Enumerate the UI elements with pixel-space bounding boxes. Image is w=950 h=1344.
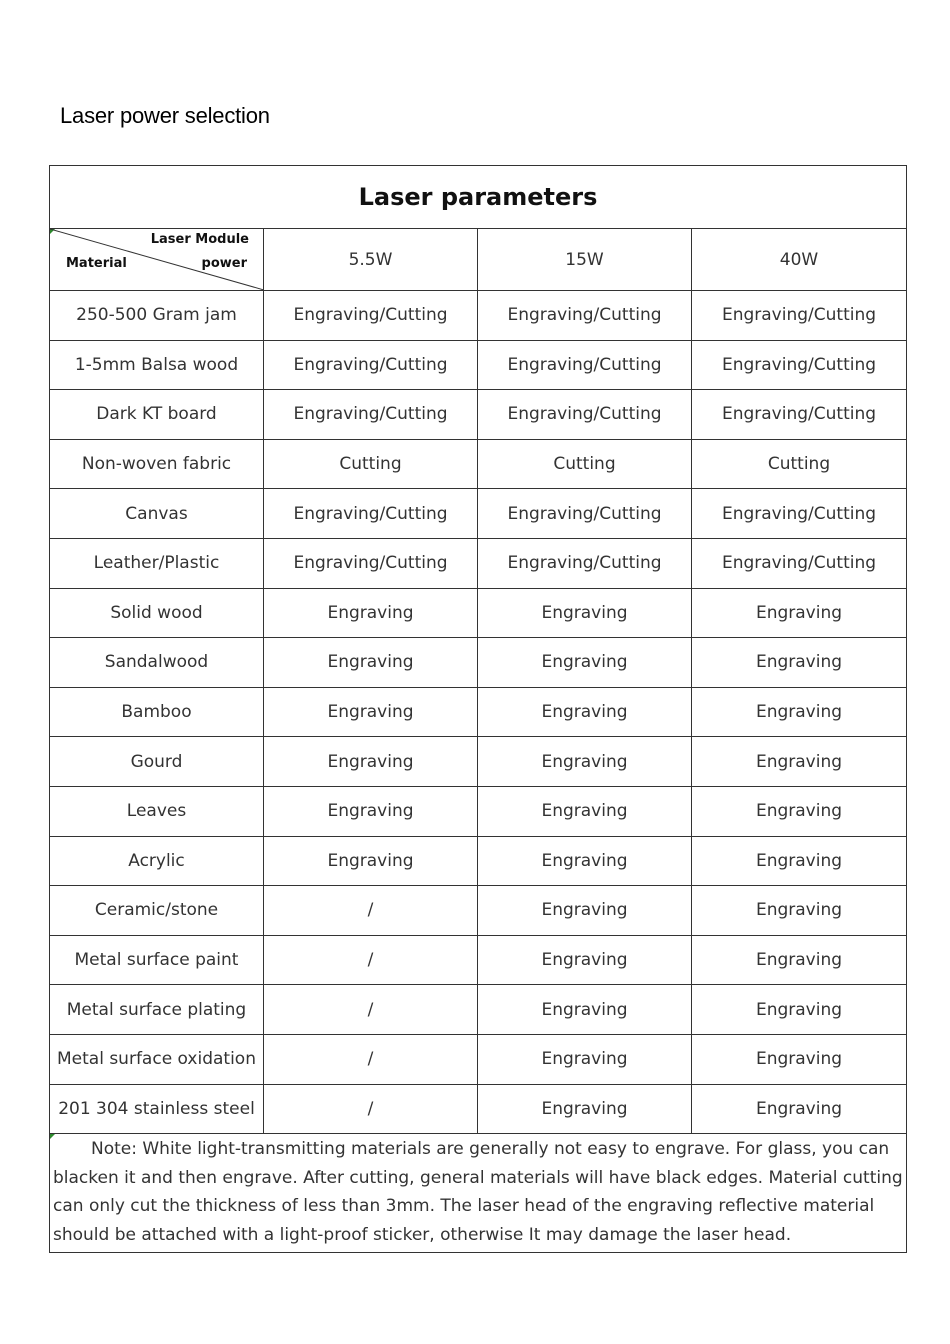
header-row xyxy=(50,229,907,291)
material-cell: 250-500 Gram jam xyxy=(50,291,264,341)
material-cell: Non-woven fabric xyxy=(50,439,264,489)
note-row xyxy=(50,1134,907,1253)
capability-cell: Engraving xyxy=(264,836,478,886)
material-cell: Acrylic xyxy=(50,836,264,886)
material-cell: Ceramic/stone xyxy=(50,886,264,936)
capability-cell: Engraving/Cutting xyxy=(478,340,692,390)
capability-cell: Engraving xyxy=(692,588,907,638)
material-cell: Canvas xyxy=(50,489,264,539)
table-row xyxy=(50,836,907,886)
capability-cell: Engraving/Cutting xyxy=(478,538,692,588)
material-cell: Metal surface oxidation xyxy=(50,1034,264,1084)
table-row xyxy=(50,985,907,1035)
capability-cell: Engraving xyxy=(478,935,692,985)
table-row xyxy=(50,786,907,836)
capability-cell: Engraving xyxy=(264,687,478,737)
capability-cell: Engraving xyxy=(478,687,692,737)
capability-cell: Engraving xyxy=(692,687,907,737)
capability-cell: Engraving xyxy=(478,737,692,787)
cell-marker-icon xyxy=(50,1134,55,1139)
capability-cell: Engraving xyxy=(264,786,478,836)
corner-label-laser-module: Laser Module xyxy=(150,232,249,247)
capability-cell: Engraving xyxy=(692,886,907,936)
title-row xyxy=(50,166,907,229)
corner-label-material: Material xyxy=(66,256,127,271)
capability-cell: / xyxy=(264,985,478,1035)
capability-cell: Engraving xyxy=(478,886,692,936)
capability-cell: Engraving/Cutting xyxy=(264,291,478,341)
table-row xyxy=(50,886,907,936)
capability-cell: Cutting xyxy=(692,439,907,489)
capability-cell: Engraving xyxy=(692,985,907,1035)
page-heading: Laser power selection xyxy=(60,103,270,128)
table-row xyxy=(50,638,907,688)
material-cell: 1-5mm Balsa wood xyxy=(50,340,264,390)
capability-cell: Engraving xyxy=(478,1034,692,1084)
note-text: Note: White light-transmitting materials are generally not easy to engrave. For glass, you can blacken it and then engrave. After cutting, general materials will have black edges. Material cutting can only cut the thickness of less than 3mm. The laser head of the engraving reflective material should be attached with a light-proof sticker, otherwise It may damage the laser head. xyxy=(53,1139,903,1245)
capability-cell: Cutting xyxy=(264,439,478,489)
capability-cell: Engraving xyxy=(478,638,692,688)
note-cell xyxy=(50,1134,907,1253)
table-title: Laser parameters xyxy=(50,166,907,229)
material-cell: Dark KT board xyxy=(50,390,264,440)
capability-cell: Engraving xyxy=(478,836,692,886)
material-cell: Metal surface plating xyxy=(50,985,264,1035)
table-row xyxy=(50,340,907,390)
table-row xyxy=(50,439,907,489)
capability-cell: Engraving xyxy=(692,786,907,836)
capability-cell: Engraving xyxy=(692,1084,907,1134)
capability-cell: Engraving/Cutting xyxy=(264,538,478,588)
capability-cell: / xyxy=(264,1084,478,1134)
material-cell: 201 304 stainless steel xyxy=(50,1084,264,1134)
capability-cell: Engraving xyxy=(264,588,478,638)
material-cell: Leaves xyxy=(50,786,264,836)
capability-cell: Engraving xyxy=(692,638,907,688)
table-row xyxy=(50,291,907,341)
table-row xyxy=(50,1084,907,1134)
capability-cell: Engraving/Cutting xyxy=(264,390,478,440)
capability-cell: Engraving xyxy=(478,786,692,836)
material-cell: Leather/Plastic xyxy=(50,538,264,588)
capability-cell: Engraving/Cutting xyxy=(692,390,907,440)
table-row xyxy=(50,588,907,638)
corner-label-power: power xyxy=(201,256,247,271)
capability-cell: Engraving/Cutting xyxy=(692,489,907,539)
power-header-40w: 40W xyxy=(692,229,907,291)
table-row xyxy=(50,1034,907,1084)
capability-cell: / xyxy=(264,935,478,985)
capability-cell: Engraving/Cutting xyxy=(478,291,692,341)
laser-parameters-table xyxy=(49,165,907,1253)
capability-cell: Engraving/Cutting xyxy=(478,489,692,539)
capability-cell: Engraving xyxy=(478,1084,692,1134)
material-cell: Solid wood xyxy=(50,588,264,638)
capability-cell: Engraving/Cutting xyxy=(692,340,907,390)
table-row xyxy=(50,538,907,588)
power-header-5-5w: 5.5W xyxy=(264,229,478,291)
table-row xyxy=(50,687,907,737)
capability-cell: Engraving xyxy=(478,985,692,1035)
power-header-15w: 15W xyxy=(478,229,692,291)
table-row xyxy=(50,737,907,787)
material-cell: Metal surface paint xyxy=(50,935,264,985)
corner-header-cell xyxy=(50,229,264,291)
capability-cell: / xyxy=(264,1034,478,1084)
material-cell: Bamboo xyxy=(50,687,264,737)
capability-cell: Engraving xyxy=(264,737,478,787)
table-row xyxy=(50,489,907,539)
capability-cell: Engraving xyxy=(692,737,907,787)
capability-cell: Engraving xyxy=(692,1034,907,1084)
capability-cell: Cutting xyxy=(478,439,692,489)
table-row xyxy=(50,390,907,440)
table-row xyxy=(50,935,907,985)
capability-cell: Engraving/Cutting xyxy=(264,340,478,390)
material-cell: Gourd xyxy=(50,737,264,787)
capability-cell: Engraving xyxy=(692,935,907,985)
capability-cell: Engraving xyxy=(264,638,478,688)
capability-cell: Engraving xyxy=(692,836,907,886)
capability-cell: Engraving/Cutting xyxy=(692,291,907,341)
capability-cell: Engraving/Cutting xyxy=(478,390,692,440)
capability-cell: Engraving xyxy=(478,588,692,638)
capability-cell: Engraving/Cutting xyxy=(264,489,478,539)
capability-cell: / xyxy=(264,886,478,936)
capability-cell: Engraving/Cutting xyxy=(692,538,907,588)
material-cell: Sandalwood xyxy=(50,638,264,688)
